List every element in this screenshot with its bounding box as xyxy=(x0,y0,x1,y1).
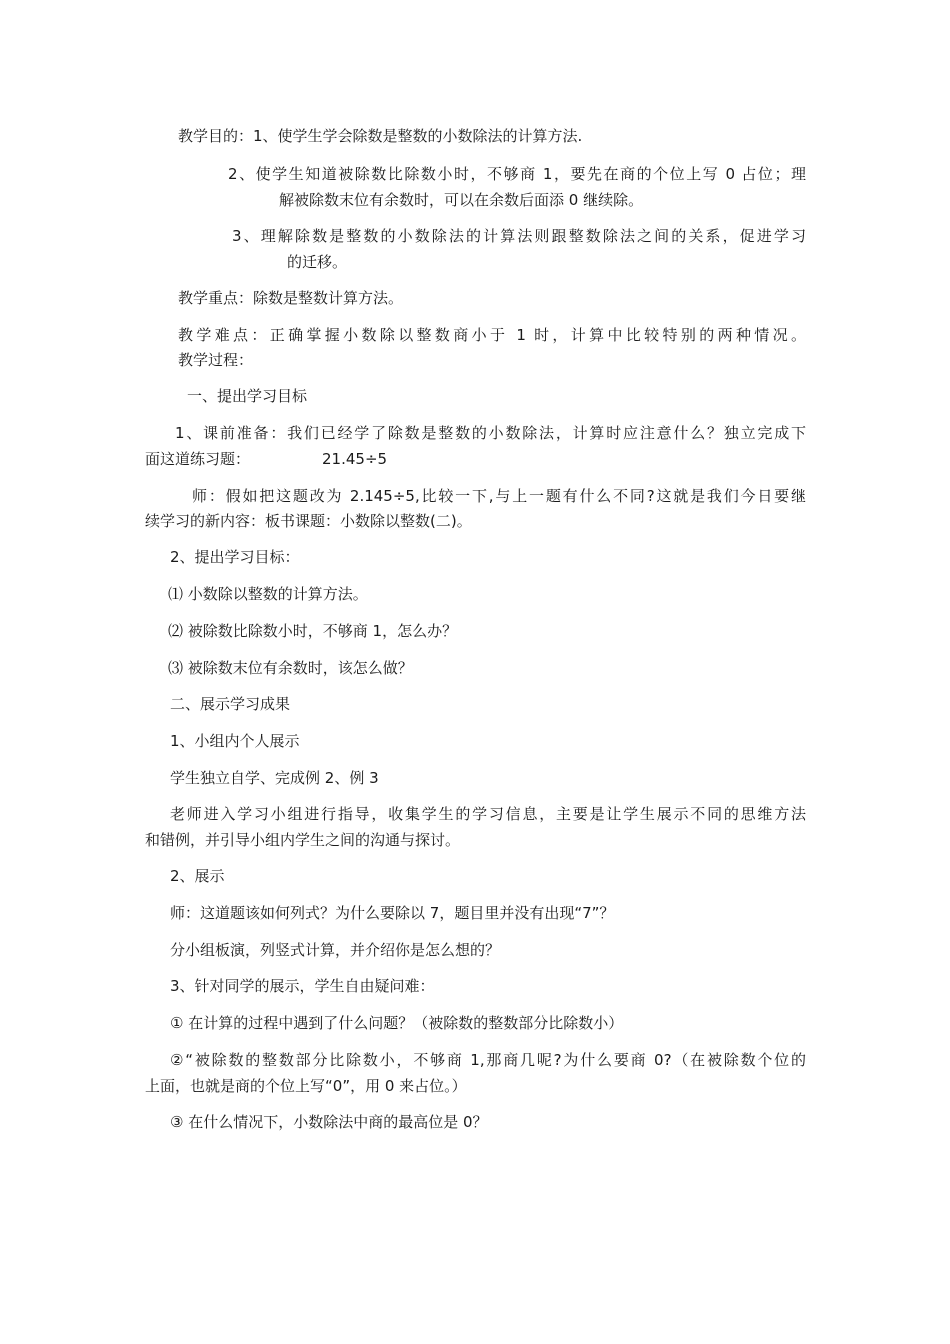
teaching-goal-line-2: 2、使学生知道被除数比除数小时，不够商 1，要先在商的个位上写 0 占位；理 xyxy=(228,165,806,183)
board-work-line: 分小组板演，列竖式计算，并介绍你是怎么想的？ xyxy=(170,941,501,959)
teacher-guidance-line-2: 和错例，并引导小组内学生之间的沟通与探讨。 xyxy=(145,831,461,849)
question-item-3: ③ 在什么情况下，小数除法中商的最高位是 0？ xyxy=(170,1113,488,1131)
teacher-guidance-line-1: 老师进入学习小组进行指导，收集学生的学习信息，主要是让学生展示不同的思维方法 xyxy=(170,805,806,823)
question-item-2-line-1: ②“被除数的整数部分比除数小，不够商 1,那商几呢?为什么要商 0?（在被除数个位的 xyxy=(170,1051,806,1069)
display-heading: 2、展示 xyxy=(170,867,225,885)
preparation-line-2: 面这道练习题： xyxy=(145,450,251,468)
teaching-goal-line-2-cont: 解被除数末位有余数时，可以在余数后面添 0 继续除。 xyxy=(279,191,644,209)
teaching-process-heading: 教学过程： xyxy=(178,351,254,369)
learning-goal-item-2: ⑵ 被除数比除数小时，不够商 1，怎么办？ xyxy=(168,622,458,640)
section-two-heading: 二、展示学习成果 xyxy=(170,695,291,713)
teacher-remark-line-1: 师：假如把这题改为 2.145÷5,比较一下,与上一题有什么不同?这就是我们今日要继 xyxy=(192,487,806,505)
teacher-remark-line-2: 续学习的新内容：板书课题：小数除以整数(二)。 xyxy=(145,512,472,530)
practice-problem: 21.45÷5 xyxy=(322,450,388,468)
preparation-line-1: 1、课前准备：我们已经学了除数是整数的小数除法，计算时应注意什么？独立完成下 xyxy=(175,424,806,442)
learning-goals-heading: 2、提出学习目标： xyxy=(170,548,300,566)
teaching-focus: 教学重点：除数是整数计算方法。 xyxy=(178,289,404,307)
self-study-line: 学生独立自学、完成例 2、例 3 xyxy=(170,769,379,787)
teacher-question: 师：这道题该如何列式？为什么要除以 7，题目里并没有出现“7”？ xyxy=(170,904,615,922)
teaching-difficulty: 教学难点：正确掌握小数除以整数商小于 1 时，计算中比较特别的两种情况。 xyxy=(178,326,806,344)
teaching-goal-line-1: 教学目的：1、使学生学会除数是整数的小数除法的计算方法. xyxy=(178,127,583,145)
group-display-heading: 1、小组内个人展示 xyxy=(170,732,300,750)
section-one-heading: 一、提出学习目标 xyxy=(187,387,308,405)
learning-goal-item-3: ⑶ 被除数末位有余数时，该怎么做？ xyxy=(168,659,413,677)
teaching-goal-line-3-cont: 的迁移。 xyxy=(287,253,348,271)
student-questions-heading: 3、针对同学的展示，学生自由疑问难： xyxy=(170,977,435,995)
teaching-goal-line-3: 3、理解除数是整数的小数除法的计算法则跟整数除法之间的关系，促进学习 xyxy=(232,227,806,245)
question-item-1: ① 在计算的过程中遇到了什么问题？（被除数的整数部分比除数小） xyxy=(170,1014,624,1032)
question-item-2-line-2: 上面，也就是商的个位上写“0”，用 0 来占位。） xyxy=(145,1077,467,1095)
learning-goal-item-1: ⑴ 小数除以整数的计算方法。 xyxy=(168,585,368,603)
